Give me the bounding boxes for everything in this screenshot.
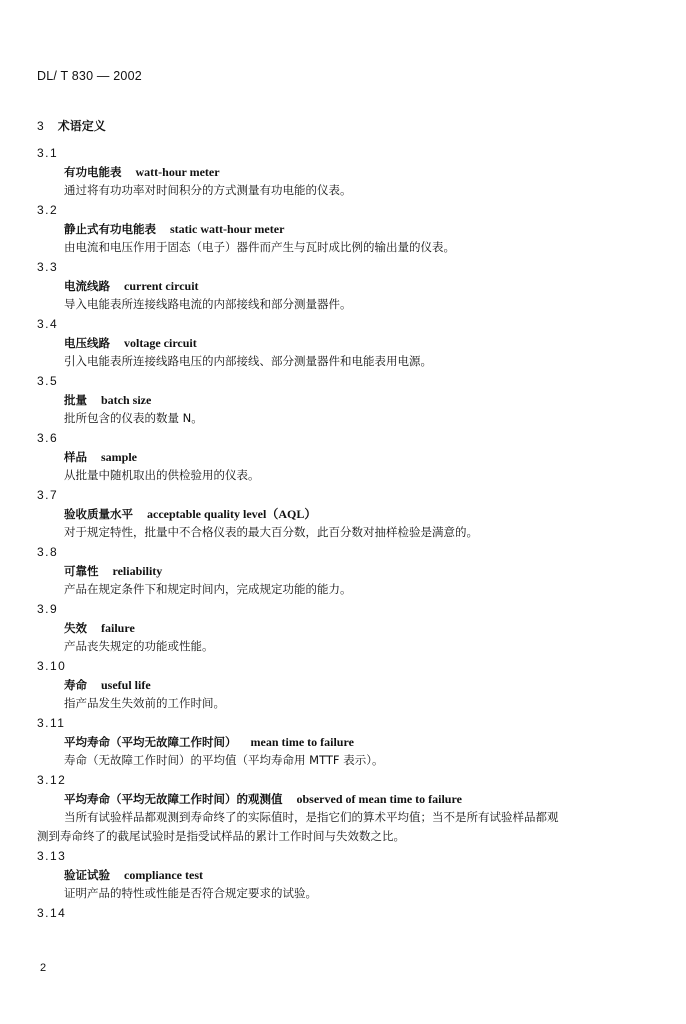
term-chinese: 失效 bbox=[64, 621, 87, 635]
definition-text: 寿命（无故障工作时间）的平均值（平均寿命用 MTTF 表示）。 bbox=[64, 753, 384, 767]
definition-entry bbox=[0, 847, 686, 904]
page-number: 2 bbox=[40, 962, 47, 974]
entry-number: 3.12 bbox=[37, 773, 67, 787]
entry-number: 3.7 bbox=[37, 488, 59, 502]
entry-number: 3.6 bbox=[37, 431, 59, 445]
term-chinese: 平均寿命（平均无故障工作时间）的观测值 bbox=[64, 792, 283, 806]
term bbox=[0, 220, 686, 238]
entry-number: 3.4 bbox=[37, 317, 59, 331]
term bbox=[0, 334, 686, 352]
definition-text: 产品在规定条件下和规定时间内，完成规定功能的能力。 bbox=[64, 582, 352, 596]
term-chinese: 验收质量水平 bbox=[64, 507, 133, 521]
term-chinese: 批量 bbox=[64, 393, 87, 407]
entry-number: 3.5 bbox=[37, 374, 59, 388]
term bbox=[0, 733, 686, 751]
section-heading bbox=[37, 117, 106, 134]
entry-number: 3.14 bbox=[37, 906, 67, 920]
definition-text: 导入电能表所连接线路电流的内部接线和部分测量器件。 bbox=[64, 297, 352, 311]
term-english: static watt-hour meter bbox=[170, 222, 285, 236]
term-chinese: 寿命 bbox=[64, 678, 87, 692]
term-english: compliance test bbox=[124, 868, 203, 882]
entry-number: 3.1 bbox=[37, 146, 59, 160]
term-english: useful life bbox=[101, 678, 151, 692]
term bbox=[0, 277, 686, 295]
definition-text: 当所有试验样品都观测到寿命终了的实际值时，是指它们的算术平均值；当不是所有试验样品都观 bbox=[64, 810, 559, 824]
definition-text: 证明产品的特性或性能是否符合规定要求的试验。 bbox=[64, 886, 317, 900]
term-english: sample bbox=[101, 450, 137, 464]
definition-entry bbox=[0, 904, 686, 923]
term-chinese: 平均寿命（平均无故障工作时间） bbox=[64, 735, 237, 749]
term bbox=[0, 448, 686, 466]
term-english: reliability bbox=[112, 564, 163, 578]
term-chinese: 有功电能表 bbox=[64, 165, 122, 179]
term-english: batch size bbox=[101, 393, 152, 407]
definition-text: 批所包含的仪表的数量 N。 bbox=[64, 411, 203, 425]
definition-entry bbox=[0, 429, 686, 486]
term bbox=[0, 619, 686, 637]
term-chinese: 静止式有功电能表 bbox=[64, 222, 156, 236]
term bbox=[0, 163, 686, 181]
definition-text: 引入电能表所连接线路电压的内部接线、部分测量器件和电能表用电源。 bbox=[64, 354, 432, 368]
definitions-list bbox=[0, 144, 686, 923]
definition-entry bbox=[0, 258, 686, 315]
term-chinese: 可靠性 bbox=[64, 564, 99, 578]
term bbox=[0, 562, 686, 580]
definition-text: 通过将有功功率对时间积分的方式测量有功电能的仪表。 bbox=[64, 183, 352, 197]
definition-entry bbox=[0, 144, 686, 201]
definition-entry bbox=[0, 771, 686, 847]
entry-number: 3.13 bbox=[37, 849, 67, 863]
term-chinese: 样品 bbox=[64, 450, 87, 464]
definition-entry bbox=[0, 600, 686, 657]
term bbox=[0, 790, 686, 808]
definition-entry bbox=[0, 372, 686, 429]
definition-text: 由电流和电压作用于固态（电子）器件而产生与瓦时成比例的输出量的仪表。 bbox=[64, 240, 455, 254]
definition-text: 从批量中随机取出的供检验用的仪表。 bbox=[64, 468, 260, 482]
definition-entry bbox=[0, 486, 686, 543]
definition-entry bbox=[0, 201, 686, 258]
definition-text-continued: 测到寿命终了的截尾试验时是指受试样品的累计工作时间与失效数之比。 bbox=[37, 829, 405, 843]
definition-entry bbox=[0, 714, 686, 771]
definition-text: 对于规定特性，批量中不合格仪表的最大百分数，此百分数对抽样检验是满意的。 bbox=[64, 525, 478, 539]
definition-text: 产品丧失规定的功能或性能。 bbox=[64, 639, 214, 653]
term bbox=[0, 505, 686, 523]
definition-text: 指产品发生失效前的工作时间。 bbox=[64, 696, 225, 710]
term-english: current circuit bbox=[124, 279, 199, 293]
entry-number: 3.8 bbox=[37, 545, 59, 559]
document-code: DL/ T 830 — 2002 bbox=[37, 69, 142, 83]
entry-number: 3.9 bbox=[37, 602, 59, 616]
section-title: 术语定义 bbox=[57, 119, 106, 133]
entry-number: 3.11 bbox=[37, 716, 66, 730]
term-english: mean time to failure bbox=[250, 735, 354, 749]
definition-entry bbox=[0, 543, 686, 600]
term-english: voltage circuit bbox=[124, 336, 197, 350]
term bbox=[0, 866, 686, 884]
term-english: failure bbox=[101, 621, 135, 635]
term bbox=[0, 676, 686, 694]
entry-number: 3.10 bbox=[37, 659, 67, 673]
definition-entry bbox=[0, 315, 686, 372]
entry-number: 3.3 bbox=[37, 260, 59, 274]
entry-number: 3.2 bbox=[37, 203, 59, 217]
term-chinese: 验证试验 bbox=[64, 868, 110, 882]
term-english: observed of mean time to failure bbox=[296, 792, 462, 806]
term-chinese: 电流线路 bbox=[64, 279, 110, 293]
term-english: acceptable quality level（AQL） bbox=[147, 507, 317, 521]
term-english: watt-hour meter bbox=[135, 165, 220, 179]
term bbox=[0, 391, 686, 409]
section-number: 3 bbox=[37, 119, 44, 133]
definition-entry bbox=[0, 657, 686, 714]
term-chinese: 电压线路 bbox=[64, 336, 110, 350]
